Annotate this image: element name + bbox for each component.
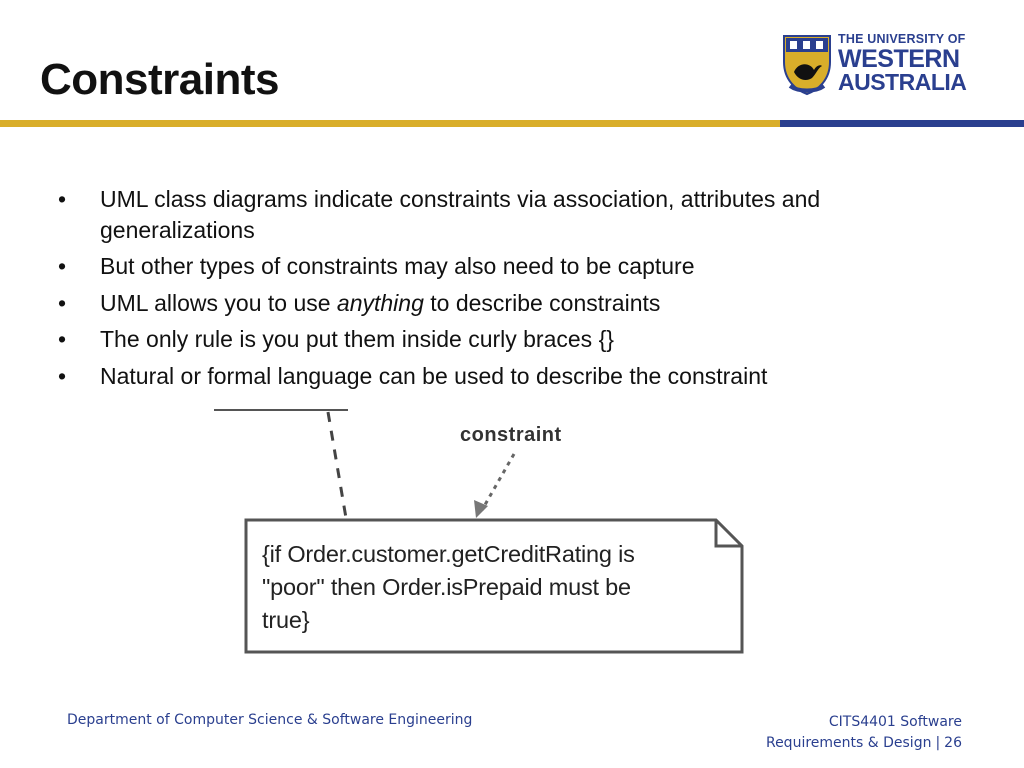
wordmark-line-3: AUSTRALIA (838, 69, 967, 95)
wordmark-line-2: WESTERN (838, 45, 960, 73)
note-line: true} (262, 607, 310, 633)
bullet-text: UML class diagrams indicate constraints via association, attributes and generalizations (100, 186, 821, 243)
footer-department: Department of Computer Science & Software Engineering (67, 712, 473, 728)
page-number: 26 (944, 735, 962, 751)
header-rule-blue (780, 120, 1024, 127)
slide-title: Constraints (40, 55, 279, 104)
header-rule-gold (0, 120, 780, 127)
bullet-text-emphasis: anything (336, 289, 424, 316)
note-line: {if Order.customer.getCreditRating is (262, 541, 635, 567)
dashed-link-line (328, 412, 346, 518)
bullet-list (58, 184, 958, 397)
footer-course-title: Requirements & Design (765, 735, 932, 751)
bullet-dot: • (58, 326, 67, 352)
footer-separator: | (935, 735, 941, 751)
bullet-dot: • (58, 186, 67, 212)
bullet-text: Natural or formal language can be used to describe the constraint (100, 362, 768, 389)
uwa-crest-icon (780, 32, 834, 96)
bullet-item (58, 184, 958, 245)
bullet-item (58, 324, 958, 355)
footer-course-line-1: CITS4401 Software (828, 714, 962, 730)
constraint-diagram (210, 404, 770, 660)
label-pointer-line (482, 454, 514, 510)
note-line: "poor" then Order.isPrepaid must be (262, 574, 631, 600)
footer-course-line-2 (766, 733, 962, 754)
bullet-item (58, 251, 958, 282)
bullet-dot: • (58, 253, 67, 279)
bullet-text-after: to describe constraints (423, 289, 661, 316)
bullet-item (58, 361, 958, 392)
bullet-item (58, 288, 958, 319)
bullet-text-before: UML allows you to use (100, 289, 337, 316)
bullet-text: The only rule is you put them inside curly braces {} (100, 326, 614, 352)
university-logo (780, 30, 970, 100)
university-wordmark (838, 32, 966, 93)
bullet-text: But other types of constraints may also need to be capture (100, 253, 695, 279)
bullet-dot: • (58, 362, 67, 389)
wordmark-line-1: THE UNIVERSITY OF (838, 32, 966, 46)
bullet-dot: • (58, 289, 67, 316)
footer-course (766, 712, 962, 754)
constraint-label: constraint (460, 424, 562, 446)
note-text (262, 538, 702, 637)
